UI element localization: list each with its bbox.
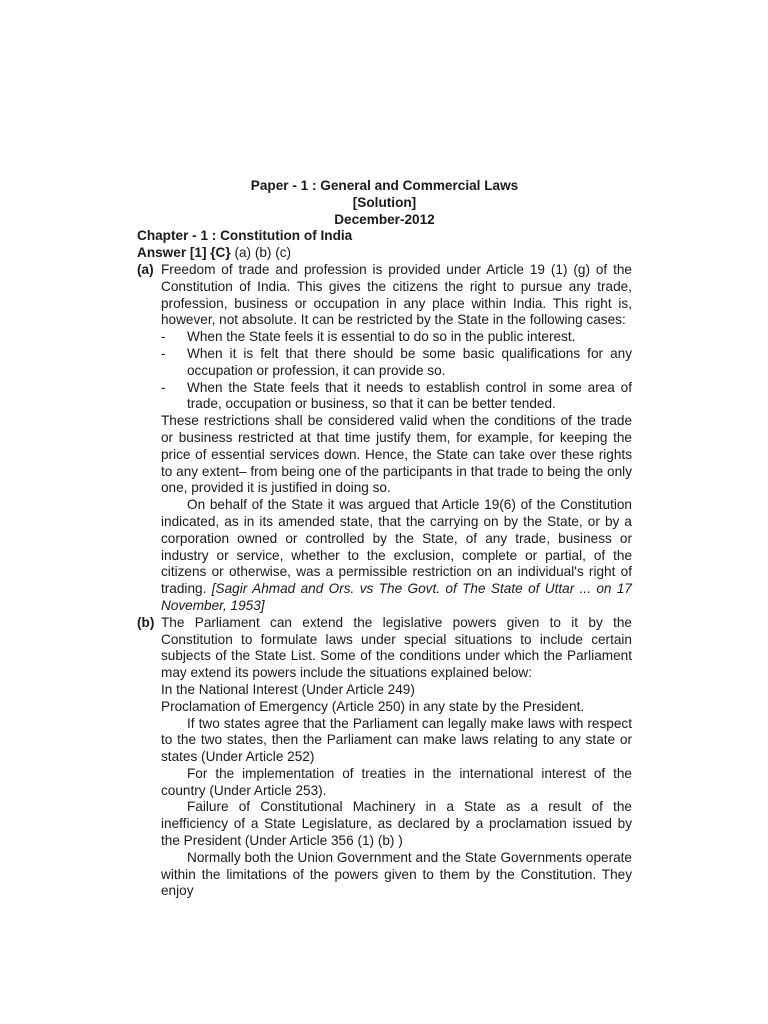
bullet-dash: - [161, 379, 166, 395]
section-a-marker: (a) [137, 261, 154, 277]
bullet-item [161, 346, 632, 380]
section-a-para3 [161, 497, 632, 615]
section-b-intro: The Parliament can extend the legislative powers given to it by the Constitution to formulate laws under special situations to include certain subjects of the State List. Some of the conditions under which the Parliament may extend its powers include the situations explained below: [161, 614, 632, 681]
page-subtitle: [Solution] [352, 194, 417, 210]
section-b-para3: Failure of Constitutional Machinery in a State as a result of the inefficiency of a State Legislature, as declared by a proclamation issued by the President (Under Article 356 (1) (b) ) [161, 799, 632, 849]
section-a [137, 262, 632, 615]
section-b [137, 615, 632, 901]
bullet-dash: - [161, 345, 166, 361]
section-b-para2: For the implementation of treaties in the international interest of the country (Under Article 253). [161, 765, 632, 798]
bullet-dash: - [161, 329, 166, 345]
section-a-body [161, 262, 632, 615]
section-b-marker: (b) [137, 614, 155, 630]
answer-parts: (a) (b) (c) [234, 245, 292, 261]
bullet-text: When it is felt that there should be some basic qualifications for any occupation or profession, it can provide so. [187, 345, 632, 378]
chapter-heading: Chapter - 1 : Constitution of India [137, 228, 353, 244]
answer-line [137, 245, 632, 262]
section-a-intro: Freedom of trade and profession is provided under Article 19 (1) (g) of the Constitution of India. This gives the citizens the right to pursue any trade, profession, business or occupation in any place within India. This right is, however, not absolute. It can be restricted by the State in the following cases: [161, 261, 632, 328]
section-b-para4: Normally both the Union Government and the State Governments operate within the limitations of the powers given to them by the Constitution. They enjoy [161, 849, 632, 899]
case-citation: [Sagir Ahmad and Ors. vs The Govt. of The State of Uttar ... on 17 November, 1953] [161, 581, 632, 613]
page-date: December-2012 [334, 211, 435, 227]
section-b-line1: In the National Interest (Under Article 249) [161, 681, 415, 697]
section-a-para3-text: On behalf of the State it was argued that Article 19(6) of the Constitution indicated, as in its amended state, that the carrying on by the State, or by a corporation owned or controlled by the State, of any trade, business or industry or service, whether to the exclusion, complete or partial, of the citizens or otherwise, was a permissible restriction on an individual's right of trading. [161, 497, 632, 597]
section-b-body [161, 615, 632, 901]
section-b-para1: If two states agree that the Parliament can legally make laws with respect to the two states, then the Parliament can make laws relating to any state or states (Under Article 252) [161, 715, 632, 765]
bullet-text: When the State feels that it needs to establish control in some area of trade, occupation or business, so that it can be better tended. [187, 379, 632, 412]
bullet-item [161, 380, 632, 414]
page-title: Paper - 1 : General and Commercial Laws [250, 178, 519, 193]
section-b-line2: Proclamation of Emergency (Article 250) in any state by the President. [161, 698, 585, 714]
section-a-para2: These restrictions shall be considered valid when the conditions of the trade or business restricted at that time justify them, for example, for keeping the price of essential services down. Hence, the State can take over these rights to any extent– from being one of the participants in that trade to being the only one, provided it is justified in doing so. [161, 413, 632, 496]
bullet-item [161, 329, 632, 346]
bullet-text: When the State feels it is essential to do so in the public interest. [187, 329, 576, 345]
document-page [137, 178, 632, 900]
answer-label: Answer [1] {C} [137, 245, 231, 261]
